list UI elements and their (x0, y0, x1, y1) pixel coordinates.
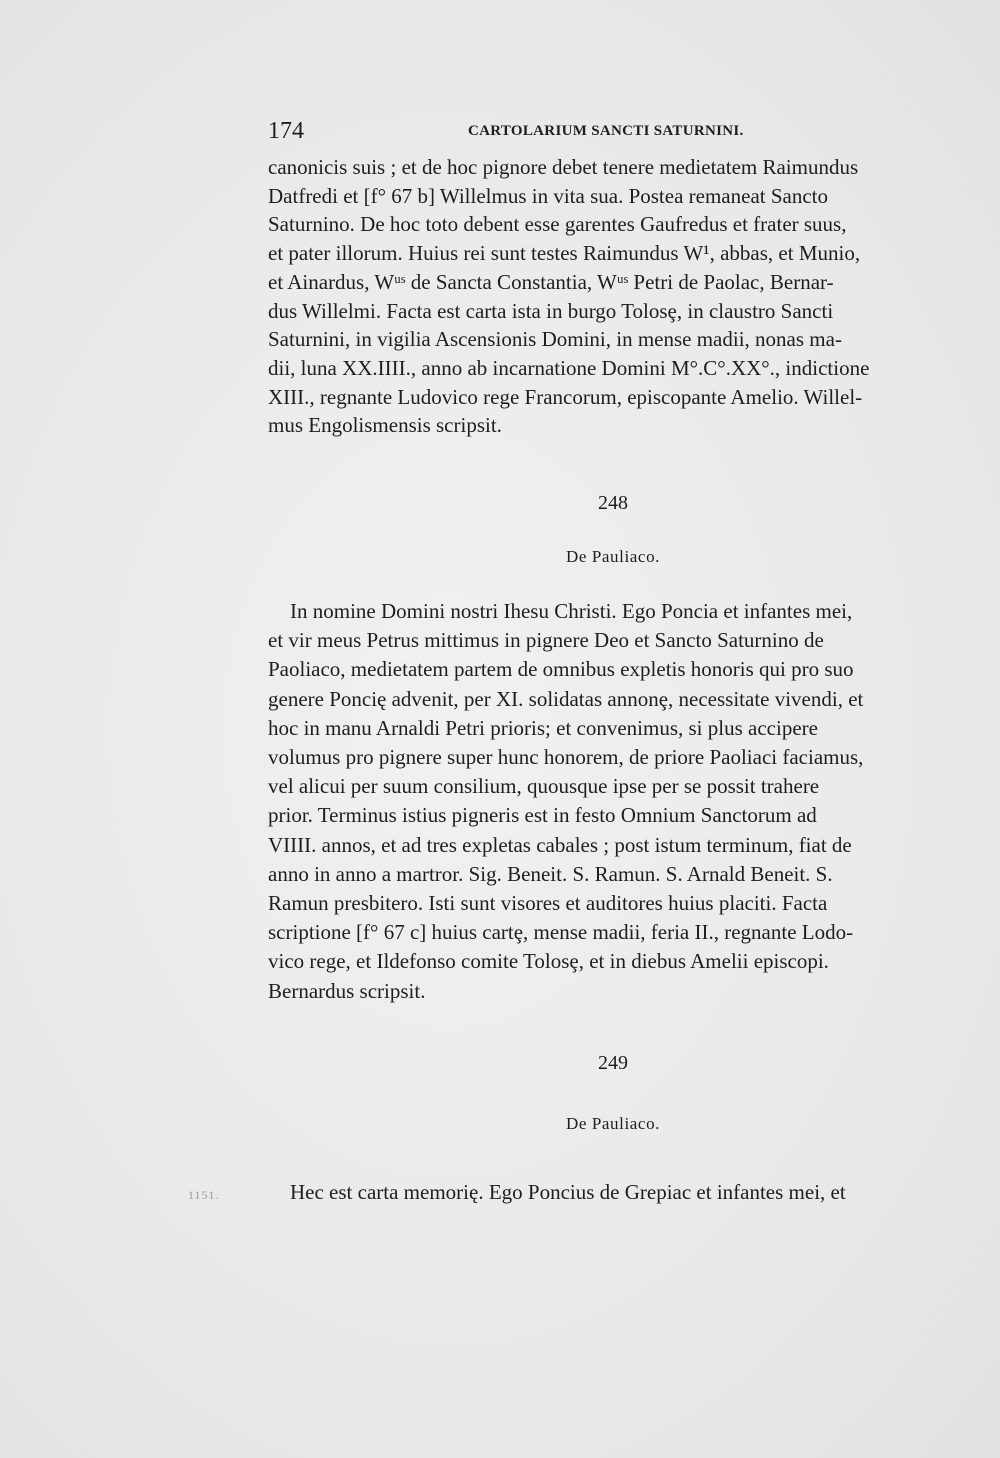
text-line: Saturnini, in vigilia Ascensionis Domini, in mense madii, nonas ma- (268, 327, 842, 352)
text-line: prior. Terminus istius pigneris est in festo Omnium Sanctorum ad (268, 803, 817, 828)
continued-charter-text (268, 153, 958, 440)
page-number: 174 (268, 118, 304, 144)
text-line: Hec est carta memorię. Ego Poncius de Grepiac et infantes mei, et (290, 1180, 846, 1204)
text-line: VIIII. annos, et ad tres expletas cabales ; post istum terminum, fiat de (268, 832, 852, 857)
text-line: vel alicui per suum consilium, quousque ipse per se possit trahere (268, 774, 820, 799)
running-title: CARTOLARIUM SANCTI SATURNINI. (468, 123, 744, 139)
text-line: anno in anno a martror. Sig. Beneit. S. Ramun. S. Arnald Beneit. S. (268, 861, 833, 886)
text-line: dii, luna XX.IIII., anno ab incarnatione Domini M°.C°.XX°., indictione (268, 355, 870, 380)
charter-title-248: De Pauliaco. (565, 547, 661, 566)
text-line: scriptione [f° 67 c] huius cartȩ, mense madii, feria II., regnante Lodo- (268, 920, 854, 945)
text-line: canonicis suis ; et de hoc pignore debet tenere medietatem Raimundus (268, 155, 859, 179)
text-line: dus Willelmi. Facta est carta ista in burgo Tolosȩ, in claustro Sancti (268, 298, 834, 323)
text-line: et Ainardus, Wᵘˢ de Sancta Constantia, Wᵘˢ Petri de Paolac, Bernar- (268, 269, 834, 294)
text-line: Ramun presbitero. Isti sunt visores et auditores huius placiti. Facta (268, 891, 828, 916)
text-line: et vir meus Petrus mittimus in pignere Deo et Sancto Saturnino de (268, 628, 824, 653)
charter-title-249: De Pauliaco. (565, 1114, 661, 1133)
text-line: Paoliaco, medietatem partem de omnibus expletis honoris qui pro suo (268, 657, 854, 682)
text-line: vico rege, et Ildefonso comite Tolosȩ, et in diebus Amelii episcopi. (268, 949, 829, 974)
text-line: Datfredi et [f° 67 b] Willelmus in vita sua. Postea remaneat Sancto (268, 183, 829, 208)
text-line: volumus pro pignere super hunc honorem, de priore Paoliaci faciamus, (268, 745, 864, 770)
running-head (268, 118, 958, 146)
charter-248-text (268, 597, 958, 1006)
text-line: Saturnino. De hoc toto debent esse garentes Gaufredus et frater suus, (268, 212, 847, 237)
charter-249-text (268, 1178, 958, 1207)
charter-number-248: 248 (598, 492, 628, 514)
text-line: mus Engolismensis scripsit. (268, 413, 502, 438)
margin-date: 1151. (188, 1188, 220, 1202)
charter-number-249: 249 (598, 1052, 628, 1074)
text-line: Bernardus scripsit. (268, 978, 426, 1003)
text-line: XIII., regnante Ludovico rege Francorum, episcopante Amelio. Willel- (268, 384, 863, 409)
text-line: et pater illorum. Huius rei sunt testes Raimundus W¹, abbas, et Munio, (268, 241, 861, 266)
text-line: hoc in manu Arnaldi Petri prioris; et convenimus, si plus accipere (268, 715, 818, 740)
text-line: In nomine Domini nostri Ihesu Christi. Ego Poncia et infantes mei, (290, 599, 853, 623)
text-line: genere Poncię advenit, per XI. solidatas annonȩ, necessitate vivendi, et (268, 686, 864, 711)
